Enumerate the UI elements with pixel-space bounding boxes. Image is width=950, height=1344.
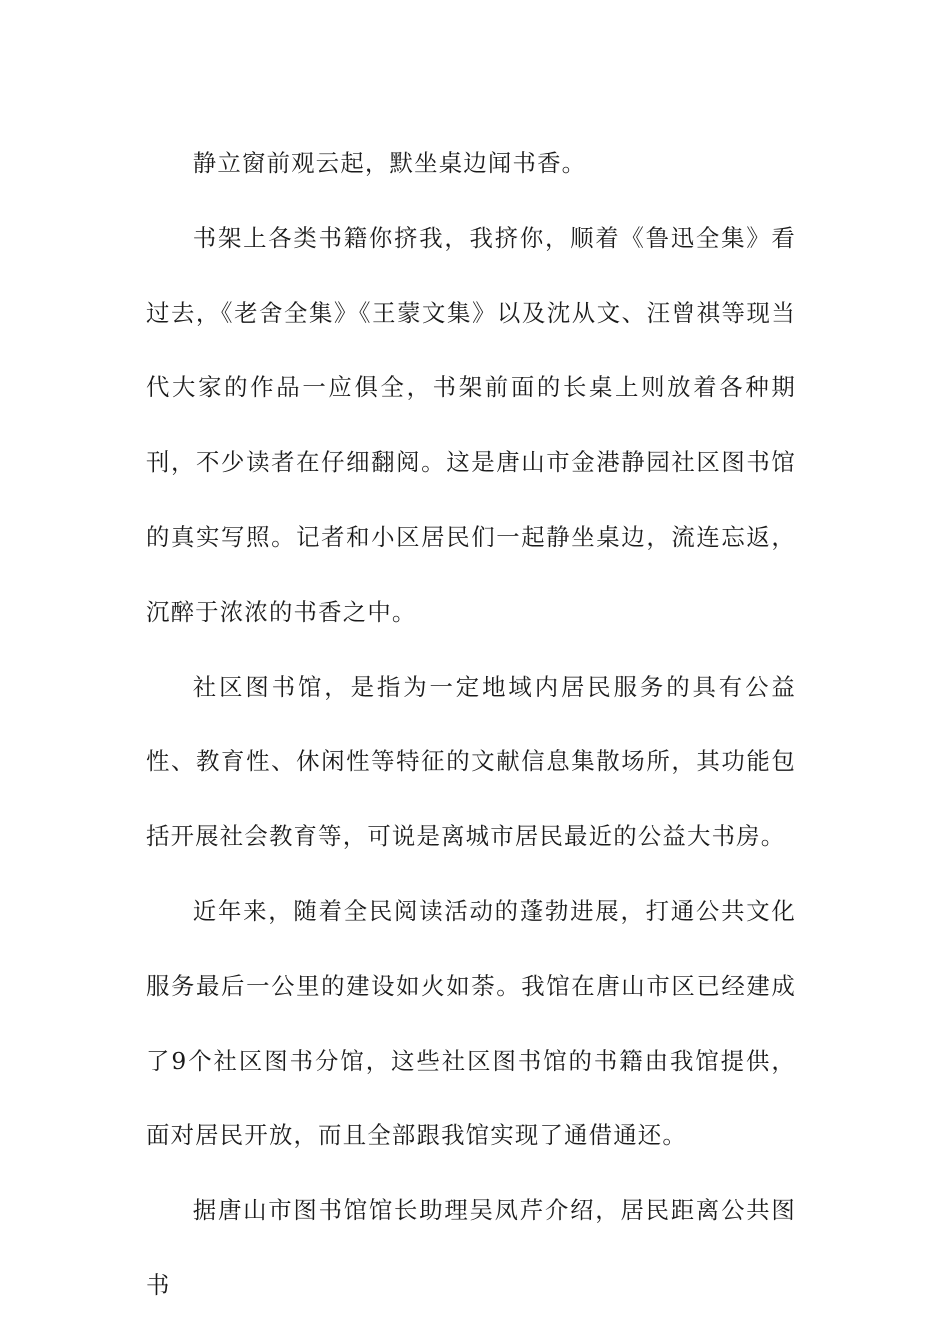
paragraph-3: 社区图书馆，是指为一定地域内居民服务的具有公益性、教育性、休闲性等特征的文献信息集散场所，其功能包括开展社会教育等，可说是离城市居民最近的公益大书房。 (146, 672, 796, 851)
article-body (146, 126, 796, 1323)
paragraph-2: 书架上各类书籍你挤我，我挤你，顺着《鲁迅全集》看过去，《老舍全集》《王蒙文集》以及沈从文、汪曾祺等现当代大家的作品一应俱全，书架前面的长桌上则放着各种期刊，不少读者在仔细翻阅。这是唐山市金港静园社区图书馆的真实写照。记者和小区居民们一起静坐桌边，流连忘返，沉醉于浓浓的书香之中。 (146, 223, 796, 626)
paragraph-1: 静立窗前观云起，默坐桌边闻书香。 (192, 149, 587, 177)
paragraph-5: 据唐山市图书馆馆长助理吴凤芹介绍，居民距离公共图书 (146, 1196, 796, 1299)
paragraph-4: 近年来，随着全民阅读活动的蓬勃进展，打通公共文化服务最后一公里的建设如火如荼。我馆在唐山市区已经建成了9个社区图书分馆，这些社区图书馆的书籍由我馆提供，面对居民开放，而且全部跟我馆实现了通借通还。 (146, 896, 796, 1150)
